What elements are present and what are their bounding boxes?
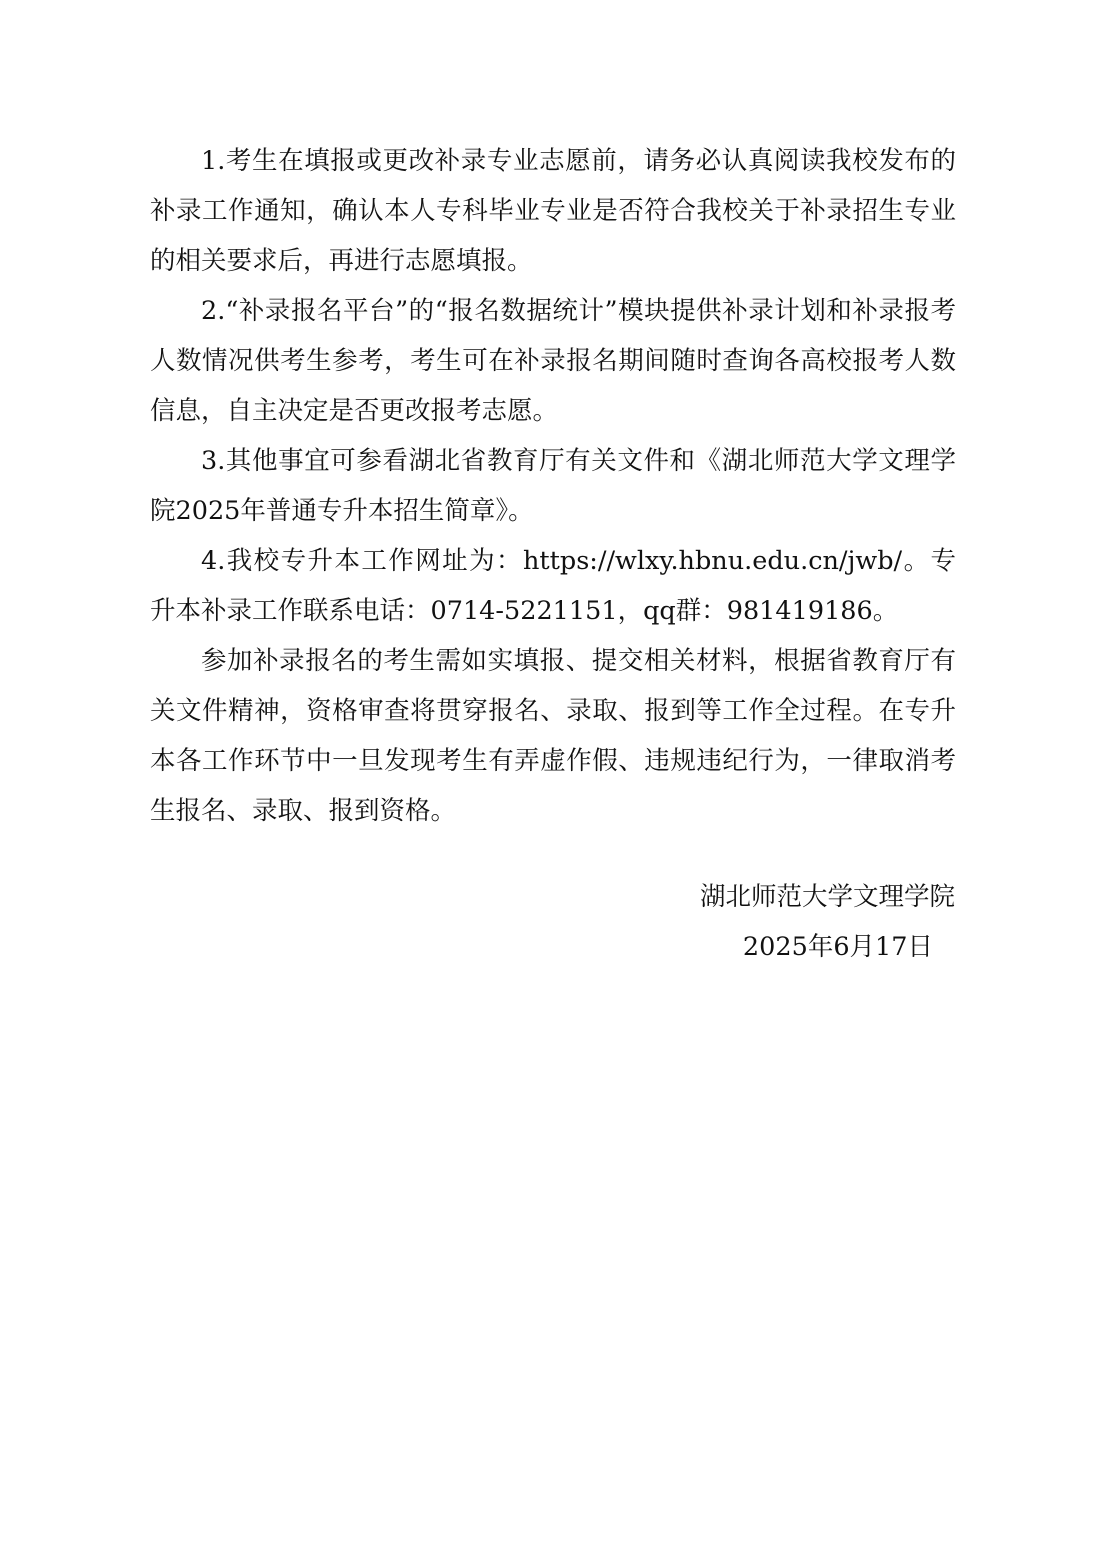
paragraph-2: 2.“补录报名平台”的“报名数据统计”模块提供补录计划和补录报考人数情况供考生参考，考生可在补录报名期间随时查询各高校报考人数信息，自主决定是否更改报考志愿。 xyxy=(150,296,956,426)
paragraph-4: 4.我校专升本工作网址为：https://wlxy.hbnu.edu.cn/jwb/。专升本补录工作联系电话：0714-5221151，qq群：981419186。 xyxy=(150,546,956,626)
paragraph-5: 参加补录报名的考生需如实填报、提交相关材料，根据省教育厅有关文件精神，资格审查将贯穿报名、录取、报到等工作全过程。在专升本各工作环节中一旦发现考生有弄虚作假、违规违纪行为，一律取消考生报名、录取、报到资格。 xyxy=(150,646,956,826)
paragraph-1: 1.考生在填报或更改补录专业志愿前，请务必认真阅读我校发布的补录工作通知，确认本人专科毕业专业是否符合我校关于补录招生专业的相关要求后，再进行志愿填报。 xyxy=(150,146,956,276)
paragraph-3: 3.其他事宜可参看湖北省教育厅有关文件和《湖北师范大学文理学院2025年普通专升本招生简章》。 xyxy=(150,446,956,526)
signature-organization: 湖北师范大学文理学院 xyxy=(699,882,955,912)
document-body xyxy=(150,136,956,836)
signature-date-line xyxy=(600,922,955,972)
signature-date: 2025年6月17日 xyxy=(742,932,933,962)
